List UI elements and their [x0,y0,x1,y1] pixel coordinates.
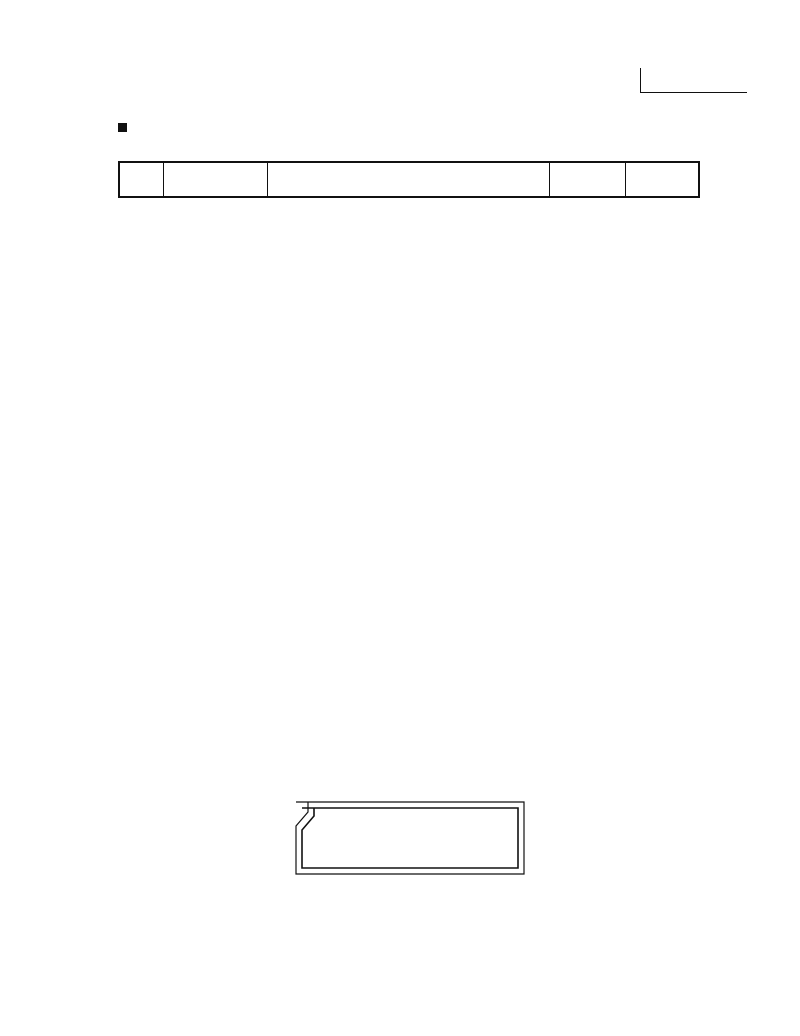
header-signal [163,162,267,197]
pin-table [118,161,700,198]
table-header-row [119,162,699,197]
connector-outline [302,808,518,868]
scart-connector-diagram [290,788,530,893]
connector-shell [296,802,524,874]
section-title [118,121,129,135]
bullet-square-icon [118,123,127,132]
header-ext1 [549,162,625,197]
header-value [267,162,549,197]
header-pin [119,162,163,197]
model-box [640,68,747,93]
header-ext2 [625,162,699,197]
